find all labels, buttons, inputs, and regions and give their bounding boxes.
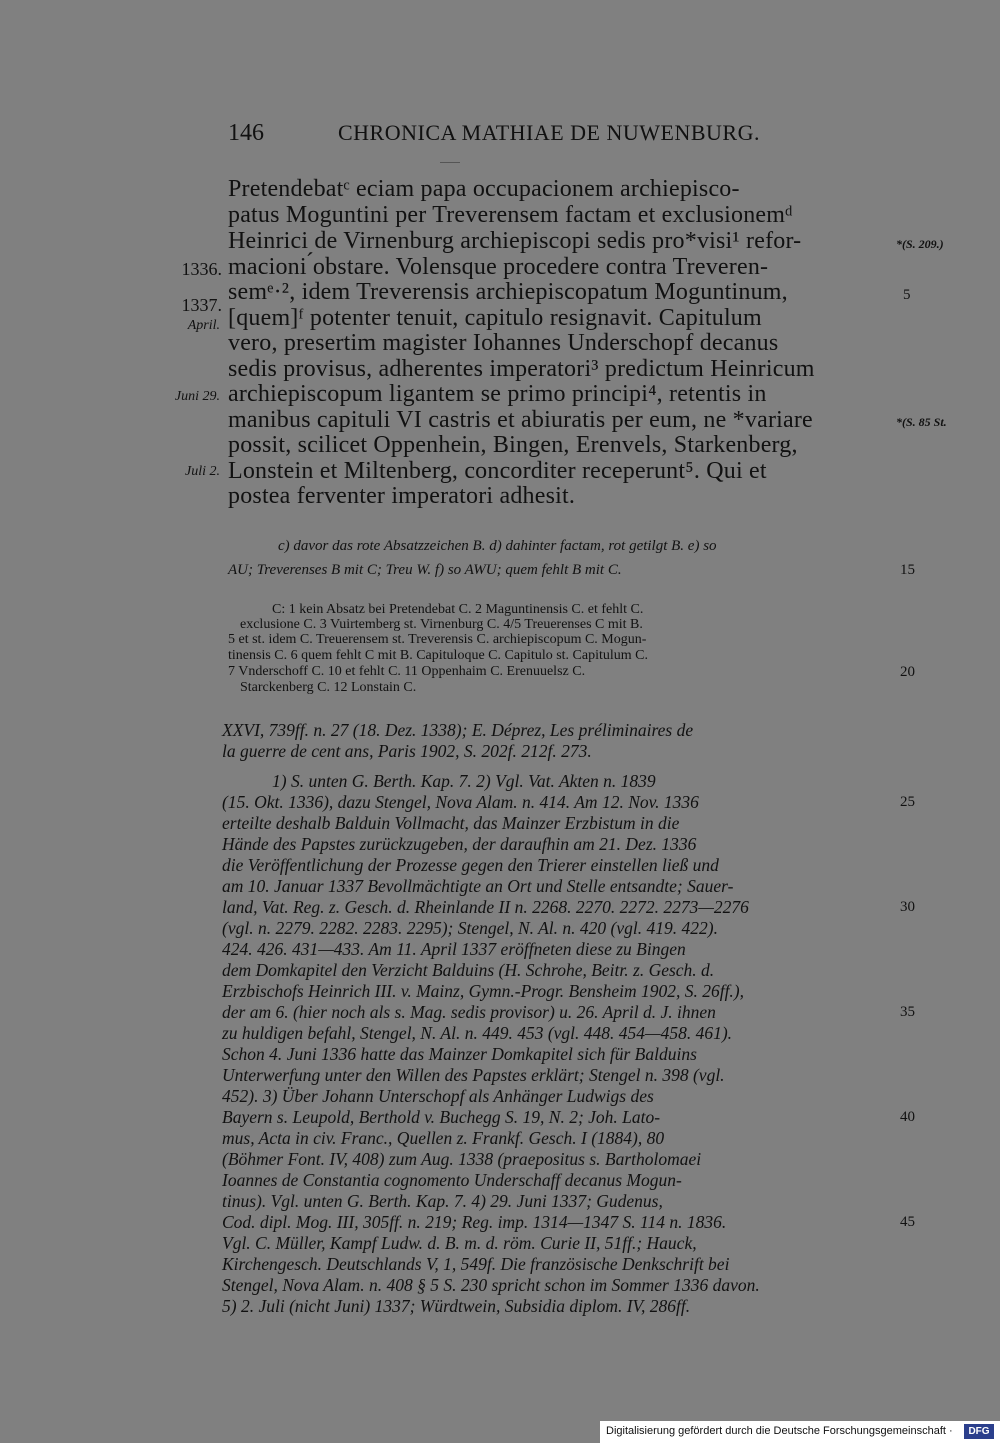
commentary-line: Vgl. C. Müller, Kampf Ludw. d. B. m. d. röm. Curie II, 51ff.; Hauck, xyxy=(222,1233,697,1253)
line-number: 35 xyxy=(900,1004,915,1020)
commentary-line: Ioannes de Constantia cognomento Underschaff decanus Mogun- xyxy=(222,1170,682,1190)
main-text-line: possit, scilicet Oppenhein, Bingen, Erenvels, Starkenberg, xyxy=(228,432,798,458)
commentary-line: Unterwerfung unter den Willen des Papstes erklärt; Stengel n. 398 (vgl. xyxy=(222,1065,725,1085)
main-text-line: Lonstein et Miltenberg, concorditer receperunt⁵. Qui et xyxy=(228,458,767,484)
commentary-line: 5) 2. Juli (nicht Juni) 1337; Würdtwein, Subsidia diplom. IV, 286ff. xyxy=(222,1296,691,1316)
main-text-line: vero, presertim magister Iohannes Underschopf decanus xyxy=(228,330,779,356)
c-note-line: Starckenberg C. 12 Lonstain C. xyxy=(240,680,417,695)
c-note-line: 7 Vnderschoff C. 10 et fehlt C. 11 Oppenhaim C. Erenuuelsz C. xyxy=(228,664,586,679)
commentary-line: die Veröffentlichung der Prozesse gegen den Trierer einstellen ließ und xyxy=(222,855,719,875)
commentary-line: 424. 426. 431—433. Am 11. April 1337 eröffneten diese zu Bingen xyxy=(222,939,686,959)
line-number: 30 xyxy=(900,899,915,915)
dfg-logo: DFG xyxy=(964,1424,994,1439)
main-text-line: macioni ́obstare. Volensque procedere contra Treveren- xyxy=(228,254,769,280)
variant-note: c) davor das rote Absatzzeichen B. d) dahinter factam, rot getilgt B. e) so xyxy=(278,538,717,554)
line-number: 40 xyxy=(900,1109,915,1125)
commentary-line: XXVI, 739ff. n. 27 (18. Dez. 1338); E. Déprez, Les préliminaires de xyxy=(222,720,694,740)
commentary-line: land, Vat. Reg. z. Gesch. d. Rheinlande II n. 2268. 2270. 2272. 2273—2276 xyxy=(222,897,749,917)
margin-date: Juli 2. xyxy=(185,464,220,479)
divider xyxy=(440,162,460,163)
running-title: CHRONICA MATHIAE DE NUWENBURG. xyxy=(338,120,760,145)
margin-date: Juni 29. xyxy=(174,389,220,404)
line-number: 5 xyxy=(903,287,911,303)
commentary-line: Stengel, Nova Alam. n. 408 § 5 S. 230 spricht schon im Sommer 1336 davon. xyxy=(222,1275,760,1295)
commentary-line: zu huldigen befahl, Stengel, N. Al. n. 449. 453 (vgl. 448. 454—458. 461). xyxy=(222,1023,733,1043)
commentary-line: der am 6. (hier noch als s. Mag. sedis provisor) u. 26. April d. J. ihnen xyxy=(222,1002,716,1022)
line-number: 45 xyxy=(900,1214,915,1230)
line-number: 20 xyxy=(900,664,915,680)
main-text-line: sedis provisus, adherentes imperatori³ predictum Heinricum xyxy=(228,356,815,382)
funding-notice: Digitalisierung gefördert durch die Deutsche Forschungsgemeinschaft · xyxy=(606,1425,953,1437)
commentary-line: Kirchengesch. Deutschlands V, 1, 549f. Die französische Denkschrift bei xyxy=(222,1254,730,1274)
commentary-line: 452). 3) Über Johann Unterschopf als Anhänger Ludwigs des xyxy=(222,1086,654,1106)
commentary-line: (Böhmer Font. IV, 408) zum Aug. 1338 (praepositus s. Bartholomaei xyxy=(222,1149,702,1169)
commentary-line: la guerre de cent ans, Paris 1902, S. 202f. 212f. 273. xyxy=(222,741,592,761)
commentary-line: am 10. Januar 1337 Bevollmächtigte an Ort und Stelle entsandte; Sauer- xyxy=(222,876,734,896)
commentary-line: 1) S. unten G. Berth. Kap. 7. 2) Vgl. Vat. Akten n. 1839 xyxy=(272,771,656,791)
main-text-line: semᵉ·², idem Treverensis archiepiscopatum Moguntinum, xyxy=(228,279,788,305)
commentary-line: Schon 4. Juni 1336 hatte das Mainzer Domkapitel sich für Balduins xyxy=(222,1044,697,1064)
main-text-line: Heinrici de Virnenburg archiepiscopi sedis pro*visi¹ refor- xyxy=(228,228,802,254)
main-text-line: archiepiscopum ligantem se primo principi⁴, retentis in xyxy=(228,381,767,407)
margin-date: April. xyxy=(187,318,220,333)
commentary-line: Bayern s. Leupold, Berthold v. Buchegg S. 19, N. 2; Joh. Lato- xyxy=(222,1107,661,1127)
commentary-line: (15. Okt. 1336), dazu Stengel, Nova Alam. n. 414. Am 12. Nov. 1336 xyxy=(222,792,699,812)
variant-note: AU; Treverenses B mit C; Treu W. f) so AWU; quem fehlt B mit C. xyxy=(228,562,622,578)
margin-year: 1337. xyxy=(181,295,222,315)
c-note-line: 5 et st. idem C. Treuerensem st. Treverensis C. archiepiscopum C. Mogun- xyxy=(228,632,647,647)
commentary-line: tinus). Vgl. unten G. Berth. Kap. 7. 4) 29. Juni 1337; Gudenus, xyxy=(222,1191,663,1211)
line-number: 15 xyxy=(900,562,915,578)
c-note-line: C: 1 kein Absatz bei Pretendebat C. 2 Maguntinensis C. et fehlt C. xyxy=(272,602,644,617)
main-text-line: [quem]ᶠ potenter tenuit, capitulo resignavit. Capitulum xyxy=(228,305,762,331)
commentary-line: Cod. dipl. Mog. III, 305ff. n. 219; Reg. imp. 1314—1347 S. 114 n. 1836. xyxy=(222,1212,727,1232)
commentary-line: Erzbischofs Heinrich III. v. Mainz, Gymn.-Progr. Bensheim 1902, S. 26ff.), xyxy=(222,981,745,1001)
commentary-line: mus, Acta in civ. Franc., Quellen z. Frankf. Gesch. I (1884), 80 xyxy=(222,1128,665,1148)
main-text-line: Pretendebatᶜ eciam papa occupacionem archiepisco- xyxy=(228,176,740,202)
commentary-line: dem Domkapitel den Verzicht Balduins (H. Schrohe, Beitr. z. Gesch. d. xyxy=(222,960,715,980)
c-note-line: tinensis C. 6 quem fehlt C mit B. Capituloque C. Capitulo st. Capitulum C. xyxy=(228,648,648,663)
commentary-line: erteilte deshalb Balduin Vollmacht, das Mainzer Erzbistum in die xyxy=(222,813,680,833)
line-number: 25 xyxy=(900,794,915,810)
page-reference: *(S. 209.) xyxy=(896,237,944,251)
commentary-line: (vgl. n. 2279. 2282. 2283. 2295); Stengel, N. Al. n. 420 (vgl. 419. 422). xyxy=(222,918,718,938)
commentary-line: Hände des Papstes zurückzugeben, der daraufhin am 21. Dez. 1336 xyxy=(222,834,697,854)
page-reference: *(S. 85 St. xyxy=(896,415,947,429)
page-number: 146 xyxy=(228,120,264,146)
c-note-line: exclusione C. 3 Vuirtemberg st. Virnenburg C. 4/5 Treuerenses C mit B. xyxy=(240,617,643,632)
margin-year: 1336. xyxy=(181,259,222,279)
main-text-line: manibus capituli VI castris et abiuratis per eum, ne *variare xyxy=(228,407,813,433)
main-text-line: patus Moguntini per Treverensem factam et exclusionemᵈ xyxy=(228,202,793,228)
main-text-line: postea ferventer imperatori adhesit. xyxy=(228,483,576,509)
